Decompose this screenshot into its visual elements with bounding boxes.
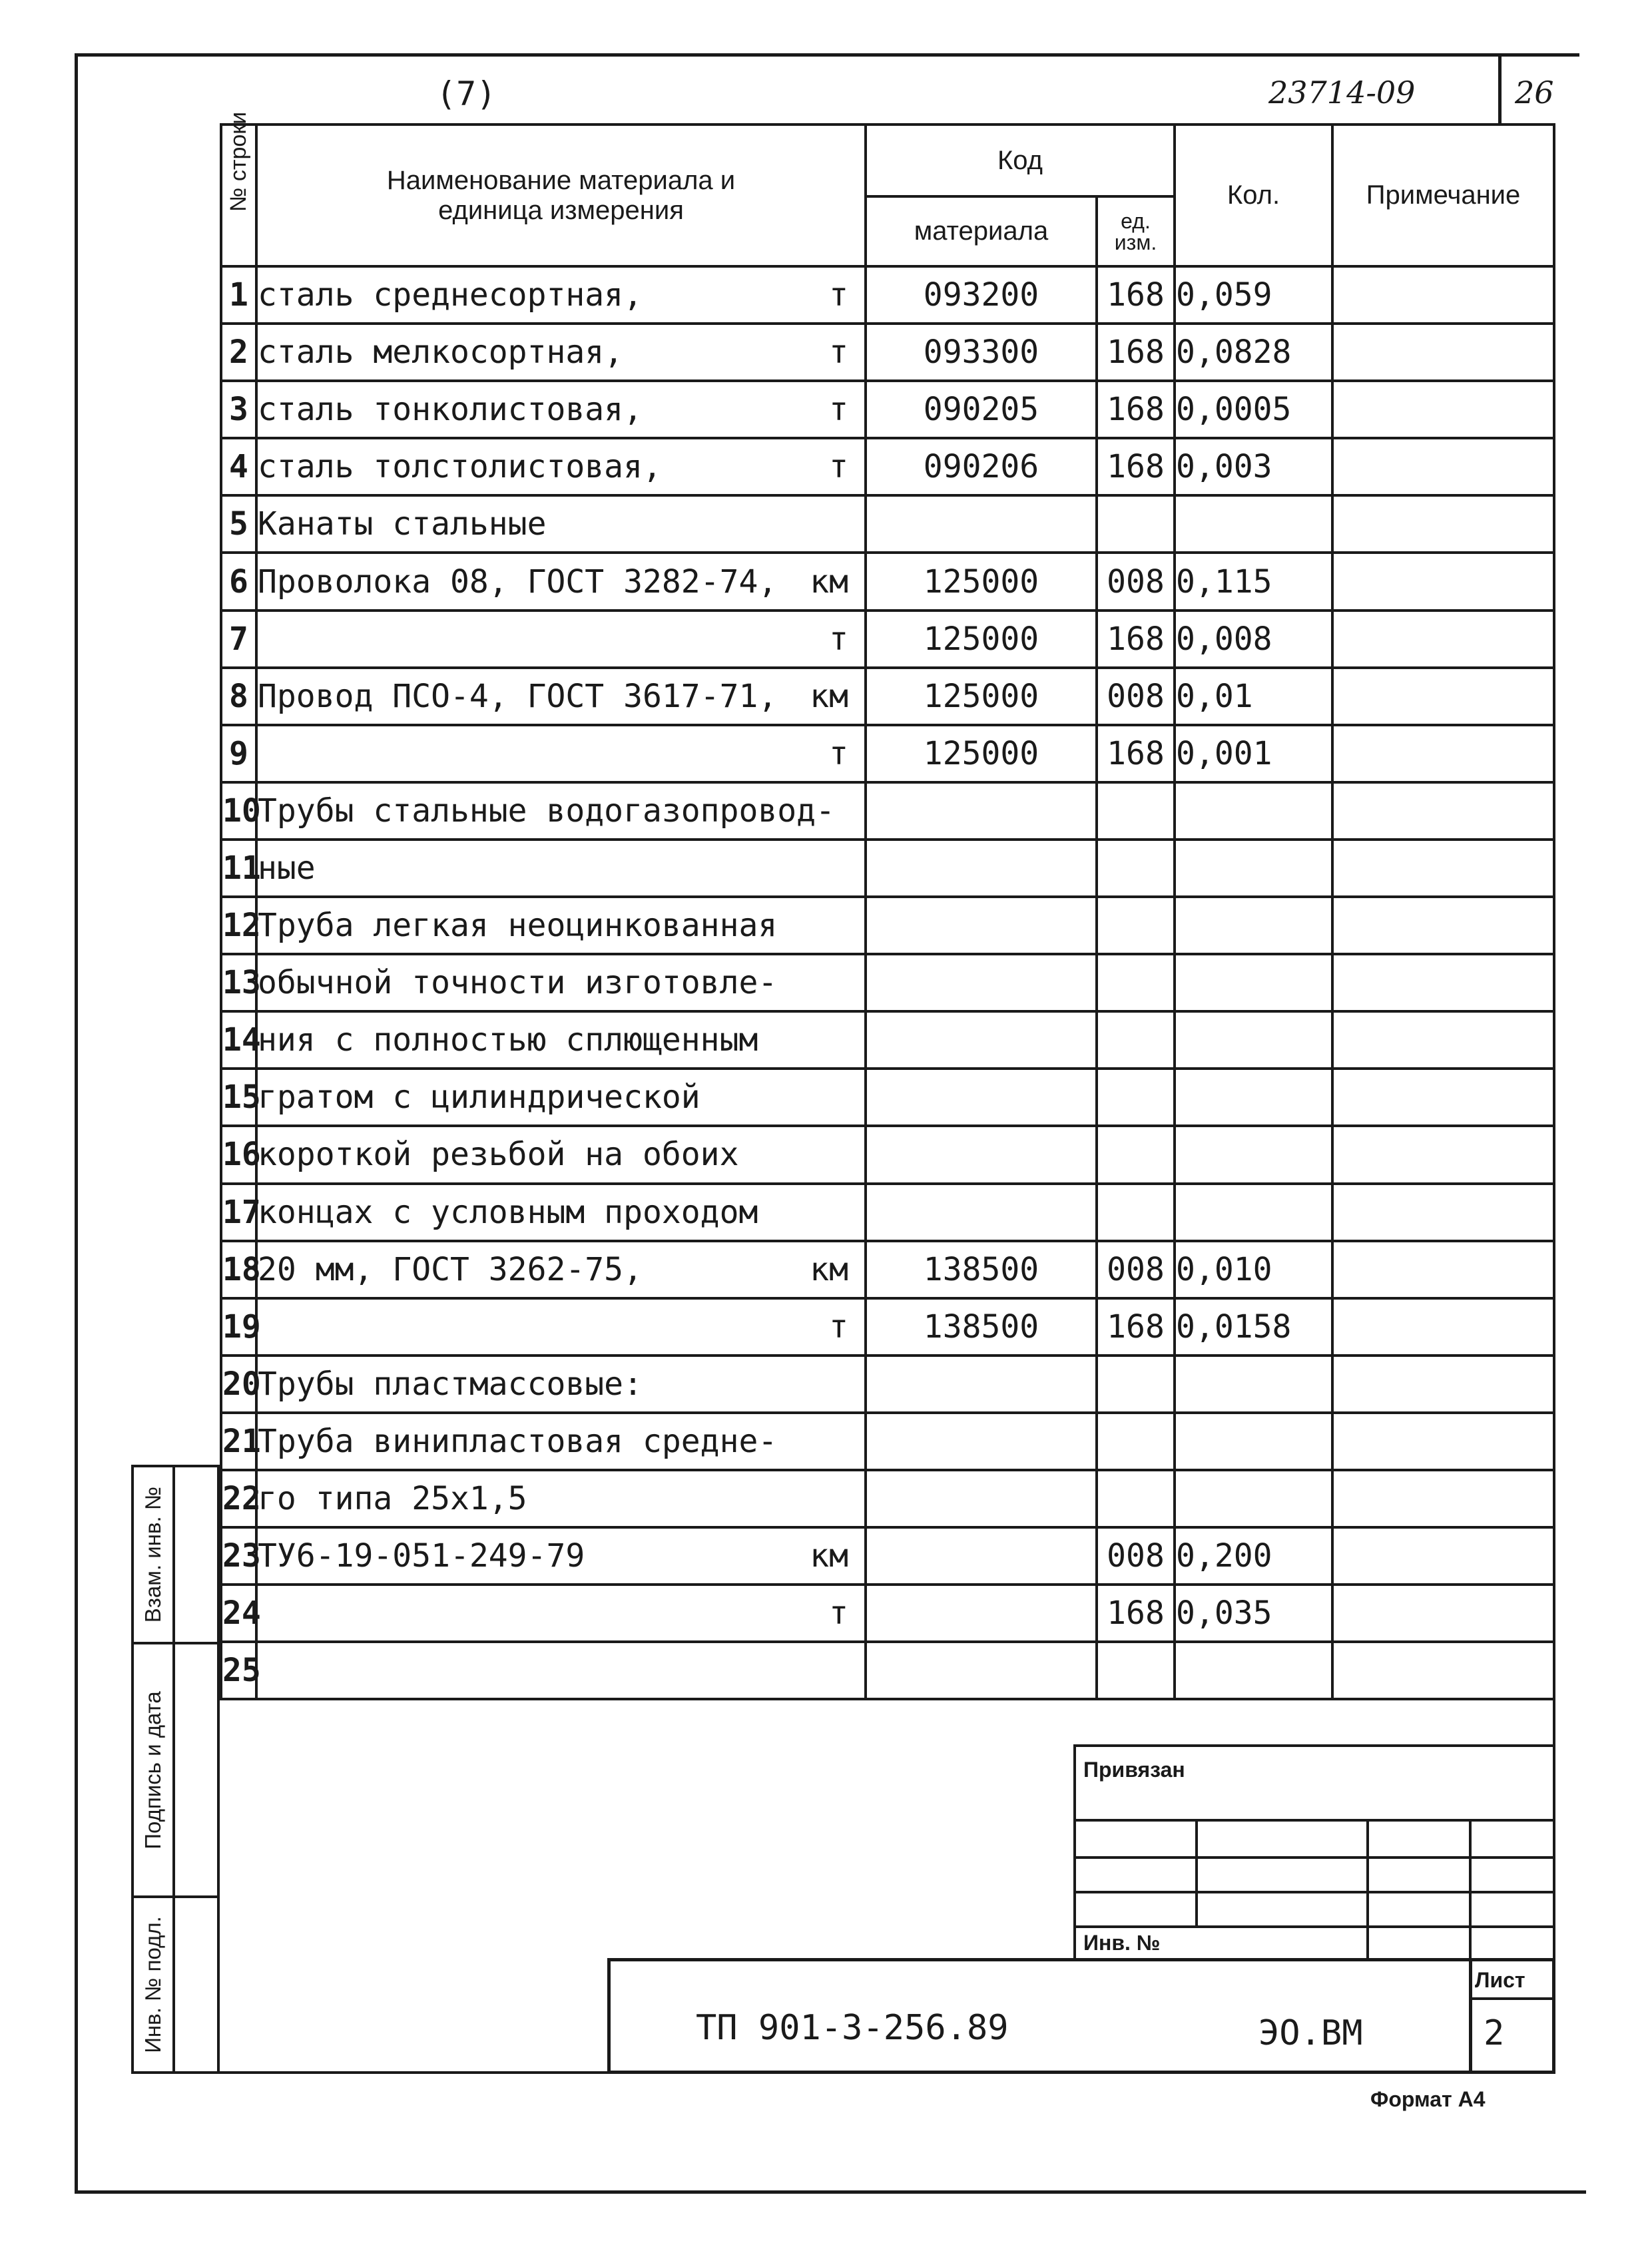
table-row xyxy=(221,1527,1554,1585)
material-name-text: Трубы стальные водогазопровод- xyxy=(258,792,835,830)
material-name xyxy=(256,954,866,1011)
unit-code: 008 xyxy=(1097,668,1175,725)
sheet-number: 2 xyxy=(1484,2013,1505,2053)
material-code xyxy=(866,1642,1097,1699)
note xyxy=(1332,725,1554,782)
quantity: 0,003 xyxy=(1175,438,1332,495)
table-row xyxy=(221,1413,1554,1470)
table-row xyxy=(221,266,1554,324)
side-vzam xyxy=(131,1465,220,1644)
material-code: 093200 xyxy=(866,266,1097,324)
material-name-text: концах с условным проходом xyxy=(258,1193,758,1231)
quantity: 0,01 xyxy=(1175,668,1332,725)
quantity xyxy=(1175,1413,1332,1470)
row-number: 6 xyxy=(221,553,256,610)
note xyxy=(1332,1642,1554,1699)
material-code xyxy=(866,897,1097,954)
header-name: Наименование материала и единица измерения xyxy=(256,124,866,266)
quantity xyxy=(1175,840,1332,897)
note xyxy=(1332,840,1554,897)
material-name xyxy=(256,1527,866,1585)
material-name xyxy=(256,1126,866,1183)
row-number: 1 xyxy=(221,266,256,324)
measure-unit: км xyxy=(810,563,848,601)
side-podpis-label: Подпись и дата xyxy=(140,1690,165,1850)
row-number: 19 xyxy=(221,1298,256,1356)
material-code: 138500 xyxy=(866,1298,1097,1356)
row-number: 22 xyxy=(221,1470,256,1527)
material-code: 090205 xyxy=(866,381,1097,438)
quantity: 0,001 xyxy=(1175,725,1332,782)
note xyxy=(1332,1241,1554,1298)
unit-code: 008 xyxy=(1097,553,1175,610)
row-number: 4 xyxy=(221,438,256,495)
unit-code: 168 xyxy=(1097,381,1175,438)
quantity xyxy=(1175,1470,1332,1527)
note xyxy=(1332,1298,1554,1356)
section-code: ЭО.ВМ xyxy=(1258,2013,1363,2053)
privyazan-line-1 xyxy=(1073,1819,1555,1822)
quantity: 0,0158 xyxy=(1175,1298,1332,1356)
quantity: 0,0828 xyxy=(1175,324,1332,381)
privyazan-line-4 xyxy=(1073,1925,1555,1928)
unit-code: 008 xyxy=(1097,1241,1175,1298)
unit-code: 168 xyxy=(1097,1298,1175,1356)
table-row xyxy=(221,725,1554,782)
note xyxy=(1332,1356,1554,1413)
row-number: 12 xyxy=(221,897,256,954)
material-code xyxy=(866,1470,1097,1527)
material-code: 138500 xyxy=(866,1241,1097,1298)
table-row xyxy=(221,897,1554,954)
unit-code xyxy=(1097,1069,1175,1126)
quantity: 0,059 xyxy=(1175,266,1332,324)
unit-code xyxy=(1097,840,1175,897)
note xyxy=(1332,1184,1554,1241)
privyazan-vline-3 xyxy=(1469,1819,1472,1961)
unit-code xyxy=(1097,782,1175,840)
material-name-text: сталь среднесортная, xyxy=(258,276,643,314)
row-number: 11 xyxy=(221,840,256,897)
material-code: 093300 xyxy=(866,324,1097,381)
material-name xyxy=(256,1011,866,1069)
measure-unit: т xyxy=(829,448,848,486)
material-name-text: короткой резьбой на обоих xyxy=(258,1136,739,1174)
material-name xyxy=(256,725,866,782)
unit-code: 168 xyxy=(1097,611,1175,668)
table-row xyxy=(221,782,1554,840)
header-note: Примечание xyxy=(1332,124,1554,266)
material-name xyxy=(256,668,866,725)
page-number: (7) xyxy=(436,75,497,113)
note xyxy=(1332,668,1554,725)
header-code: Код xyxy=(866,124,1175,196)
row-number: 17 xyxy=(221,1184,256,1241)
quantity xyxy=(1175,954,1332,1011)
material-code: 125000 xyxy=(866,553,1097,610)
material-name xyxy=(256,1184,866,1241)
material-name-text: сталь тонколистовая, xyxy=(258,391,643,429)
material-code: 125000 xyxy=(866,725,1097,782)
material-name-text: Проволока 08, ГОСТ 3282-74, xyxy=(258,563,778,601)
material-name xyxy=(256,324,866,381)
table-row xyxy=(221,381,1554,438)
material-code xyxy=(866,495,1097,553)
material-name-text: гратом с цилиндрической xyxy=(258,1079,700,1117)
table-row xyxy=(221,1642,1554,1699)
unit-code: 168 xyxy=(1097,1585,1175,1642)
table-row xyxy=(221,1241,1554,1298)
quantity xyxy=(1175,495,1332,553)
note xyxy=(1332,381,1554,438)
note xyxy=(1332,782,1554,840)
table-row xyxy=(221,1470,1554,1527)
corner-divider xyxy=(1498,53,1502,123)
unit-code xyxy=(1097,1011,1175,1069)
table-row xyxy=(221,1184,1554,1241)
format-label: Формат А4 xyxy=(1370,2087,1486,2111)
row-number: 16 xyxy=(221,1126,256,1183)
header-qty: Кол. xyxy=(1175,124,1332,266)
privyazan-line-2 xyxy=(1073,1856,1555,1859)
material-code xyxy=(866,1011,1097,1069)
row-number: 14 xyxy=(221,1011,256,1069)
quantity: 0,010 xyxy=(1175,1241,1332,1298)
note xyxy=(1332,1126,1554,1183)
quantity: 0,035 xyxy=(1175,1585,1332,1642)
row-number: 8 xyxy=(221,668,256,725)
inv-no-label: Инв. № xyxy=(1083,1931,1161,1955)
unit-code xyxy=(1097,1356,1175,1413)
unit-code xyxy=(1097,1470,1175,1527)
unit-code: 008 xyxy=(1097,1527,1175,1585)
table-row xyxy=(221,495,1554,553)
material-code xyxy=(866,840,1097,897)
unit-code: 168 xyxy=(1097,438,1175,495)
side-podpis xyxy=(131,1642,220,1898)
quantity xyxy=(1175,1356,1332,1413)
material-name-text: сталь мелкосортная, xyxy=(258,334,624,372)
measure-unit: км xyxy=(810,1537,848,1575)
note xyxy=(1332,897,1554,954)
table-row xyxy=(221,1069,1554,1126)
material-name-text: Канаты стальные xyxy=(258,505,547,543)
note xyxy=(1332,266,1554,324)
unit-code xyxy=(1097,1642,1175,1699)
note xyxy=(1332,1470,1554,1527)
measure-unit: км xyxy=(810,677,848,715)
unit-code xyxy=(1097,495,1175,553)
material-name xyxy=(256,1585,866,1642)
sheet-divider xyxy=(1469,1958,1472,2074)
sheet-label: Лист xyxy=(1475,1968,1525,1992)
privyazan-line-3 xyxy=(1073,1891,1555,1893)
privyazan-vline-1 xyxy=(1195,1819,1198,1925)
material-name xyxy=(256,611,866,668)
note xyxy=(1332,324,1554,381)
header-material: материала xyxy=(866,196,1097,266)
measure-unit: т xyxy=(829,276,848,314)
material-name xyxy=(256,1642,866,1699)
note xyxy=(1332,1527,1554,1585)
quantity xyxy=(1175,1011,1332,1069)
row-number: 23 xyxy=(221,1527,256,1585)
side-inv-podl-label: Инв. № подл. xyxy=(140,1916,165,2053)
material-name xyxy=(256,1069,866,1126)
note xyxy=(1332,438,1554,495)
material-name-text: Труба легкая неоцинкованная xyxy=(258,907,778,945)
note xyxy=(1332,1585,1554,1642)
quantity xyxy=(1175,1126,1332,1183)
note xyxy=(1332,1413,1554,1470)
quantity xyxy=(1175,1069,1332,1126)
unit-code xyxy=(1097,1413,1175,1470)
materials-table xyxy=(220,111,1555,1700)
unit-code xyxy=(1097,954,1175,1011)
material-name xyxy=(256,1241,866,1298)
measure-unit: т xyxy=(829,734,848,772)
corner-code: 23714-09 xyxy=(1268,75,1416,111)
measure-unit: т xyxy=(829,1308,848,1346)
note xyxy=(1332,611,1554,668)
table-body xyxy=(221,266,1554,1699)
header-row-num: № строки xyxy=(221,124,256,266)
material-name xyxy=(256,1298,866,1356)
quantity xyxy=(1175,1184,1332,1241)
unit-code: 168 xyxy=(1097,266,1175,324)
note xyxy=(1332,1069,1554,1126)
row-number: 9 xyxy=(221,725,256,782)
row-number: 3 xyxy=(221,381,256,438)
bottom-line xyxy=(75,2190,1586,2194)
table-row xyxy=(221,553,1554,610)
table-row xyxy=(221,324,1554,381)
row-number: 25 xyxy=(221,1642,256,1699)
quantity xyxy=(1175,897,1332,954)
row-number: 15 xyxy=(221,1069,256,1126)
table-row xyxy=(221,438,1554,495)
sheet-line xyxy=(1469,1997,1555,2000)
row-number: 13 xyxy=(221,954,256,1011)
material-name xyxy=(256,897,866,954)
measure-unit: т xyxy=(829,391,848,429)
table-row xyxy=(221,954,1554,1011)
material-code xyxy=(866,1126,1097,1183)
material-code xyxy=(866,1585,1097,1642)
material-code xyxy=(866,1069,1097,1126)
privyazan-vline-2 xyxy=(1366,1819,1369,1961)
row-number: 21 xyxy=(221,1413,256,1470)
quantity: 0,200 xyxy=(1175,1527,1332,1585)
row-number: 24 xyxy=(221,1585,256,1642)
side-vzam-label: Взам. инв. № xyxy=(140,1486,165,1623)
quantity: 0,008 xyxy=(1175,611,1332,668)
unit-code: 168 xyxy=(1097,725,1175,782)
side-inv-podl xyxy=(131,1895,220,2074)
material-name-text: го типа 25х1,5 xyxy=(258,1480,527,1518)
measure-unit: т xyxy=(829,334,848,372)
material-name-text: обычной точности изготовле- xyxy=(258,964,778,1002)
table-row xyxy=(221,1011,1554,1069)
material-code: 125000 xyxy=(866,668,1097,725)
row-number: 7 xyxy=(221,611,256,668)
material-name xyxy=(256,1356,866,1413)
measure-unit: т xyxy=(829,1595,848,1632)
material-name-text: сталь толстолистовая, xyxy=(258,448,662,486)
material-name-text: Провод ПСО-4, ГОСТ 3617-71, xyxy=(258,677,778,715)
quantity: 0,115 xyxy=(1175,553,1332,610)
material-code xyxy=(866,1356,1097,1413)
note xyxy=(1332,954,1554,1011)
material-name xyxy=(256,266,866,324)
material-code xyxy=(866,1527,1097,1585)
row-number: 5 xyxy=(221,495,256,553)
material-name-text: Трубы пластмассовые: xyxy=(258,1365,643,1403)
material-code xyxy=(866,1413,1097,1470)
unit-code xyxy=(1097,1184,1175,1241)
note xyxy=(1332,553,1554,610)
row-number: 18 xyxy=(221,1241,256,1298)
quantity: 0,0005 xyxy=(1175,381,1332,438)
table-row xyxy=(221,840,1554,897)
material-code xyxy=(866,782,1097,840)
row-number: 2 xyxy=(221,324,256,381)
material-code: 125000 xyxy=(866,611,1097,668)
row-number: 20 xyxy=(221,1356,256,1413)
quantity xyxy=(1175,782,1332,840)
material-code: 090206 xyxy=(866,438,1097,495)
material-name-text: ТУ6-19-051-249-79 xyxy=(258,1537,585,1575)
material-name xyxy=(256,840,866,897)
table-row xyxy=(221,1585,1554,1642)
material-name-text: Труба винипластовая средне- xyxy=(258,1422,778,1460)
table-row xyxy=(221,611,1554,668)
header-unit: ед. изм. xyxy=(1097,196,1175,266)
material-name xyxy=(256,1470,866,1527)
doc-code: ТП 901-3-256.89 xyxy=(696,2008,1009,2048)
material-name xyxy=(256,1413,866,1470)
material-name-text: ния с полностью сплющенным xyxy=(258,1021,758,1059)
table-row xyxy=(221,1126,1554,1183)
material-name xyxy=(256,782,866,840)
unit-code xyxy=(1097,1126,1175,1183)
privyazan-label: Привязан xyxy=(1083,1758,1185,1782)
material-name xyxy=(256,381,866,438)
unit-code: 168 xyxy=(1097,324,1175,381)
measure-unit: т xyxy=(829,620,848,658)
table-row xyxy=(221,668,1554,725)
quantity xyxy=(1175,1642,1332,1699)
material-name-text: ные xyxy=(258,849,316,887)
note xyxy=(1332,1011,1554,1069)
material-name-text: 20 мм, ГОСТ 3262-75, xyxy=(258,1250,643,1288)
material-name xyxy=(256,438,866,495)
material-code xyxy=(866,954,1097,1011)
measure-unit: км xyxy=(810,1250,848,1288)
material-name xyxy=(256,553,866,610)
note xyxy=(1332,495,1554,553)
unit-code xyxy=(1097,897,1175,954)
table-row xyxy=(221,1356,1554,1413)
material-name xyxy=(256,495,866,553)
material-code xyxy=(866,1184,1097,1241)
corner-sheet: 26 xyxy=(1515,75,1554,111)
table-row xyxy=(221,1298,1554,1356)
row-number: 10 xyxy=(221,782,256,840)
